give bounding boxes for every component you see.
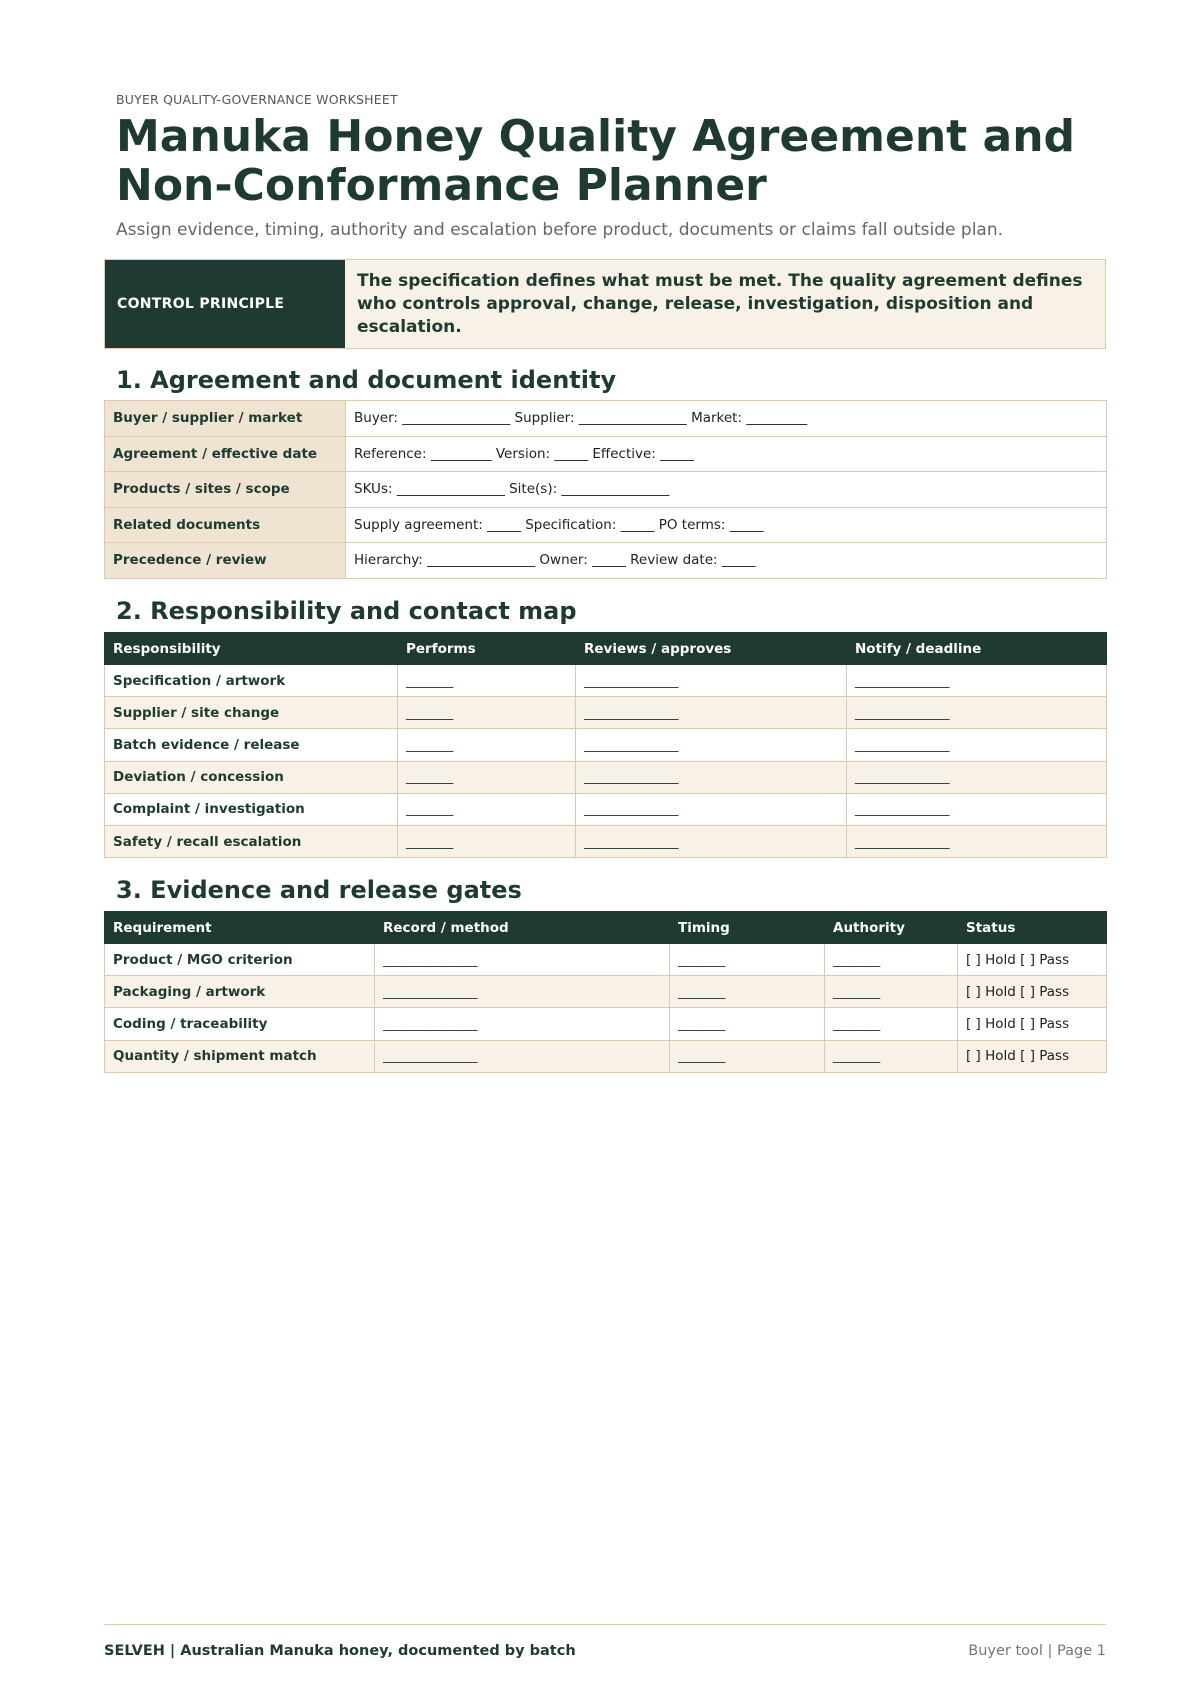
responsibility-blank-field[interactable]: _______ — [398, 697, 576, 729]
responsibility-column-header: Notify / deadline — [847, 633, 1107, 665]
responsibility-blank-field[interactable]: ______________ — [847, 761, 1107, 793]
responsibility-blank-field[interactable]: ______________ — [576, 729, 847, 761]
responsibility-blank-field[interactable]: _______ — [398, 729, 576, 761]
status-checkboxes[interactable]: [ ] Hold [ ] Pass — [958, 1040, 1107, 1072]
evidence-blank-field[interactable]: _______ — [825, 1040, 958, 1072]
status-checkboxes[interactable]: [ ] Hold [ ] Pass — [958, 1008, 1107, 1040]
section-2-heading: 2. Responsibility and contact map — [116, 597, 577, 625]
responsibility-row — [105, 793, 1107, 825]
identity-label: Agreement / effective date — [105, 436, 346, 472]
responsibility-blank-field[interactable]: ______________ — [847, 825, 1107, 857]
evidence-row-label: Packaging / artwork — [105, 976, 375, 1008]
footer-page-number: Buyer tool | Page 1 — [968, 1643, 1106, 1659]
responsibility-column-header: Responsibility — [105, 633, 398, 665]
evidence-blank-field[interactable]: _______ — [670, 1040, 825, 1072]
responsibility-blank-field[interactable]: ______________ — [847, 665, 1107, 697]
section-1-heading: 1. Agreement and document identity — [116, 366, 617, 394]
identity-value-field[interactable]: Hierarchy: ________________ Owner: _____ Review date: _____ — [346, 543, 1107, 579]
responsibility-blank-field[interactable]: _______ — [398, 825, 576, 857]
responsibility-row-label: Supplier / site change — [105, 697, 398, 729]
evidence-blank-field[interactable]: _______ — [670, 1008, 825, 1040]
control-principle-box — [104, 259, 1106, 349]
identity-label: Buyer / supplier / market — [105, 401, 346, 437]
identity-row — [105, 436, 1107, 472]
evidence-row-label: Product / MGO criterion — [105, 944, 375, 976]
responsibility-row — [105, 665, 1107, 697]
evidence-blank-field[interactable]: ______________ — [375, 944, 670, 976]
responsibility-blank-field[interactable]: ______________ — [576, 825, 847, 857]
identity-label: Related documents — [105, 507, 346, 543]
evidence-blank-field[interactable]: ______________ — [375, 976, 670, 1008]
evidence-column-header: Authority — [825, 912, 958, 944]
footer-brand: SELVEH | Australian Manuka honey, documented by batch — [104, 1643, 576, 1659]
footer-divider — [104, 1624, 1106, 1625]
identity-value-field[interactable]: Buyer: ________________ Supplier: ________________ Market: _________ — [346, 401, 1107, 437]
evidence-row — [105, 1008, 1107, 1040]
responsibility-blank-field[interactable]: _______ — [398, 793, 576, 825]
eyebrow-label: BUYER QUALITY-GOVERNANCE WORKSHEET — [116, 92, 398, 107]
evidence-row — [105, 944, 1107, 976]
responsibility-row — [105, 729, 1107, 761]
evidence-row — [105, 976, 1107, 1008]
responsibility-blank-field[interactable]: _______ — [398, 761, 576, 793]
control-principle-text: The specification defines what must be met. The quality agreement defines who controls approval, change, release, investigation, disposition and escalation. — [345, 260, 1105, 348]
responsibility-blank-field[interactable]: ______________ — [847, 697, 1107, 729]
responsibility-row-label: Batch evidence / release — [105, 729, 398, 761]
identity-label: Products / sites / scope — [105, 472, 346, 508]
responsibility-row-label: Specification / artwork — [105, 665, 398, 697]
evidence-table — [104, 911, 1107, 1073]
evidence-column-header: Record / method — [375, 912, 670, 944]
identity-row — [105, 472, 1107, 508]
evidence-blank-field[interactable]: ______________ — [375, 1040, 670, 1072]
evidence-blank-field[interactable]: _______ — [670, 944, 825, 976]
evidence-row-label: Coding / traceability — [105, 1008, 375, 1040]
identity-value-field[interactable]: Reference: _________ Version: _____ Effective: _____ — [346, 436, 1107, 472]
evidence-row-label: Quantity / shipment match — [105, 1040, 375, 1072]
page-title: Manuka Honey Quality Agreement and Non-Conformance Planner — [116, 111, 1076, 211]
responsibility-row-label: Safety / recall escalation — [105, 825, 398, 857]
evidence-column-header: Requirement — [105, 912, 375, 944]
status-checkboxes[interactable]: [ ] Hold [ ] Pass — [958, 976, 1107, 1008]
identity-row — [105, 401, 1107, 437]
responsibility-column-header: Performs — [398, 633, 576, 665]
identity-table — [104, 400, 1107, 579]
responsibility-row-label: Deviation / concession — [105, 761, 398, 793]
evidence-blank-field[interactable]: _______ — [670, 976, 825, 1008]
responsibility-blank-field[interactable]: ______________ — [576, 697, 847, 729]
responsibility-blank-field[interactable]: _______ — [398, 665, 576, 697]
identity-value-field[interactable]: SKUs: ________________ Site(s): ________________ — [346, 472, 1107, 508]
responsibility-blank-field[interactable]: ______________ — [576, 793, 847, 825]
evidence-row — [105, 1040, 1107, 1072]
responsibility-row — [105, 761, 1107, 793]
responsibility-table — [104, 632, 1107, 858]
responsibility-row-label: Complaint / investigation — [105, 793, 398, 825]
responsibility-column-header: Reviews / approves — [576, 633, 847, 665]
responsibility-blank-field[interactable]: ______________ — [847, 793, 1107, 825]
evidence-column-header: Timing — [670, 912, 825, 944]
responsibility-row — [105, 697, 1107, 729]
identity-row — [105, 543, 1107, 579]
evidence-blank-field[interactable]: _______ — [825, 944, 958, 976]
responsibility-blank-field[interactable]: ______________ — [576, 761, 847, 793]
identity-value-field[interactable]: Supply agreement: _____ Specification: _____ PO terms: _____ — [346, 507, 1107, 543]
section-3-heading: 3. Evidence and release gates — [116, 876, 522, 904]
evidence-blank-field[interactable]: _______ — [825, 1008, 958, 1040]
responsibility-blank-field[interactable]: ______________ — [576, 665, 847, 697]
evidence-column-header: Status — [958, 912, 1107, 944]
evidence-blank-field[interactable]: ______________ — [375, 1008, 670, 1040]
responsibility-row — [105, 825, 1107, 857]
responsibility-blank-field[interactable]: ______________ — [847, 729, 1107, 761]
evidence-blank-field[interactable]: _______ — [825, 976, 958, 1008]
control-principle-label: CONTROL PRINCIPLE — [105, 260, 345, 348]
identity-row — [105, 507, 1107, 543]
page-subtitle: Assign evidence, timing, authority and escalation before product, documents or claims fall outside plan. — [116, 220, 1004, 240]
status-checkboxes[interactable]: [ ] Hold [ ] Pass — [958, 944, 1107, 976]
identity-label: Precedence / review — [105, 543, 346, 579]
